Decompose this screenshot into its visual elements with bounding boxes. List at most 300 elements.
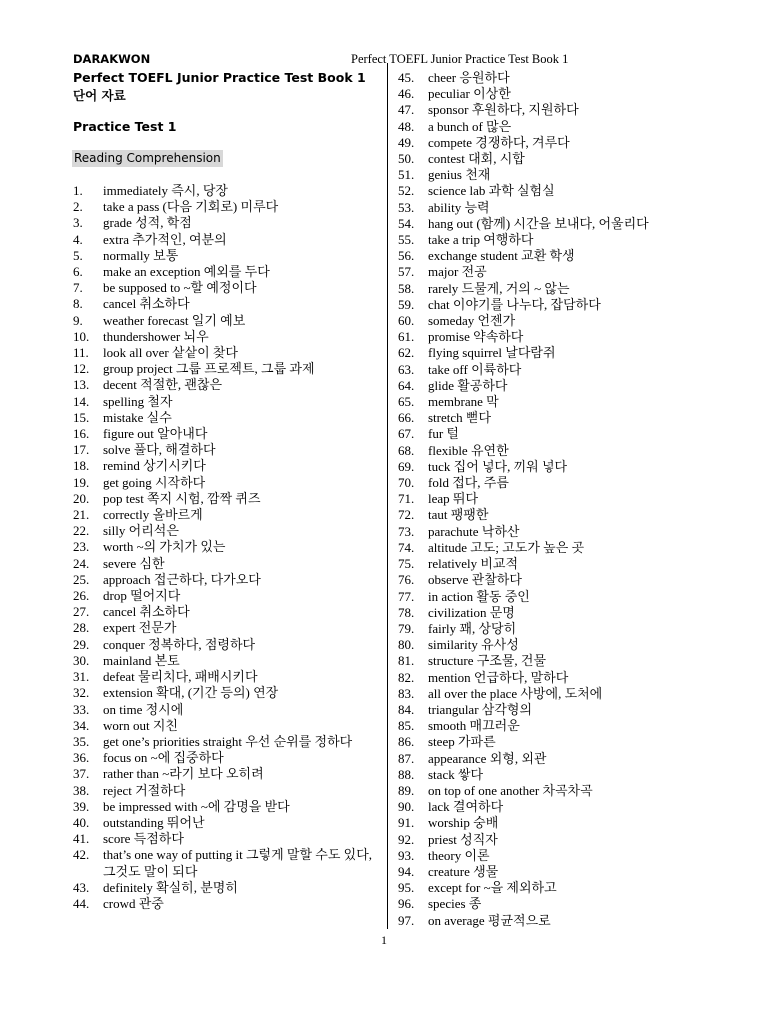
entry-text: major 전공 (428, 264, 487, 280)
vocab-entry (398, 151, 728, 167)
entry-number: 91. (398, 815, 415, 831)
entry-number: 44. (73, 895, 90, 911)
vocab-entry (73, 296, 373, 312)
entry-text: correctly 올바르게 (103, 507, 203, 523)
entry-text: glide 활공하다 (428, 377, 508, 393)
entry-number: 13. (73, 377, 90, 393)
vocab-entry (73, 766, 373, 782)
entry-text: flexible 유연한 (428, 442, 509, 458)
entry-number: 88. (398, 766, 415, 782)
entry-text: get one’s priorities straight 우선 순위를 정하다 (103, 733, 353, 749)
entry-text: cancel 취소하다 (103, 296, 190, 312)
entry-number: 31. (73, 669, 90, 685)
vocab-entry (398, 475, 728, 491)
entry-number: 67. (398, 426, 415, 442)
entry-number: 51. (398, 167, 415, 183)
entry-number: 89. (398, 782, 415, 798)
entry-number: 85. (398, 718, 415, 734)
vocab-entry (73, 896, 373, 912)
vocab-entry (398, 216, 728, 232)
entry-number: 32. (73, 685, 90, 701)
vocab-entry (73, 653, 373, 669)
entry-text: triangular 삼각형의 (428, 701, 533, 717)
entry-text: extension 확대, (기간 등의) 연장 (103, 685, 279, 701)
entry-text: group project 그룹 프로젝트, 그룹 과제 (103, 361, 315, 377)
vocab-entry (398, 556, 728, 572)
entry-text: remind 상기시키다 (103, 458, 206, 474)
entry-number: 48. (398, 118, 415, 134)
entry-number: 46. (398, 86, 415, 102)
entry-number: 21. (73, 507, 90, 523)
entry-text: stretch 뻗다 (428, 410, 492, 426)
entry-text: that’s one way of putting it 그렇게 말할 수도 있다, 그것도 말이 되다 (103, 847, 373, 879)
vocab-entry (73, 458, 373, 474)
entry-text: conquer 정복하다, 점령하다 (103, 636, 256, 652)
entry-number: 42. (73, 847, 90, 863)
vocab-entry (73, 523, 373, 539)
entry-text: creature 생물 (428, 863, 499, 879)
entry-number: 39. (73, 798, 90, 814)
entry-number: 19. (73, 474, 90, 490)
entry-number: 58. (398, 280, 415, 296)
entry-number: 61. (398, 329, 415, 345)
entry-number: 95. (398, 880, 415, 896)
entry-number: 8. (73, 296, 83, 312)
entry-number: 62. (398, 345, 415, 361)
vocab-entry (73, 620, 373, 636)
vocab-entry (73, 264, 373, 280)
entry-number: 9. (73, 312, 83, 328)
vocab-entry (398, 848, 728, 864)
vocab-entry (73, 475, 373, 491)
entry-text: focus on ~에 집중하다 (103, 750, 224, 766)
entry-text: fairly 꽤, 상당히 (428, 620, 517, 636)
entry-number: 81. (398, 653, 415, 669)
vocab-entry (398, 751, 728, 767)
document-title: Perfect TOEFL Junior Practice Test Book 1 (73, 70, 366, 85)
entry-text: make an exception 예외를 두다 (103, 264, 270, 280)
entry-number: 57. (398, 264, 415, 280)
entry-number: 33. (73, 701, 90, 717)
entry-text: science lab 과학 실험실 (428, 183, 555, 199)
vocab-entry (73, 556, 373, 572)
entry-number: 2. (73, 199, 83, 215)
entry-number: 24. (73, 555, 90, 571)
entry-text: normally 보통 (103, 247, 179, 263)
entry-text: promise 약속하다 (428, 329, 524, 345)
entry-text: score 득점하다 (103, 831, 184, 847)
entry-number: 4. (73, 231, 83, 247)
vocab-entry (398, 507, 728, 523)
entry-text: reject 거절하다 (103, 782, 186, 798)
vocab-entry (398, 686, 728, 702)
vocab-entry (73, 685, 373, 701)
vocab-entry (398, 605, 728, 621)
entry-text: on time 정시에 (103, 701, 184, 717)
vocab-entry (398, 459, 728, 475)
entry-text: worn out 지친 (103, 717, 178, 733)
entry-number: 29. (73, 636, 90, 652)
vocab-entry (73, 426, 373, 442)
entry-text: flying squirrel 날다람쥐 (428, 345, 556, 361)
entry-number: 41. (73, 831, 90, 847)
entry-number: 30. (73, 652, 90, 668)
entry-number: 59. (398, 296, 415, 312)
vocab-entry (73, 831, 373, 847)
vocab-entry (73, 572, 373, 588)
vocab-entry (398, 102, 728, 118)
entry-number: 14. (73, 393, 90, 409)
entry-text: get going 시작하다 (103, 474, 206, 490)
entry-number: 53. (398, 199, 415, 215)
entry-number: 7. (73, 280, 83, 296)
vocab-entry (73, 734, 373, 750)
entry-text: worship 숭배 (428, 815, 499, 831)
vocab-entry (73, 280, 373, 296)
vocab-entry (73, 880, 373, 896)
entry-number: 49. (398, 134, 415, 150)
entry-text: observe 관찰하다 (428, 572, 522, 588)
entry-text: take off 이륙하다 (428, 361, 522, 377)
vocab-entry (398, 637, 728, 653)
entry-text: severe 심한 (103, 555, 165, 571)
vocab-entry (73, 183, 373, 199)
vocab-entry (398, 200, 728, 216)
entry-number: 12. (73, 361, 90, 377)
vocab-list-right (398, 70, 728, 929)
vocab-entry (398, 702, 728, 718)
entry-text: take a pass (다음 기회로) 미루다 (103, 199, 279, 215)
entry-text: decent 적절한, 괜찮은 (103, 377, 223, 393)
entry-number: 71. (398, 491, 415, 507)
vocab-entry (398, 864, 728, 880)
vocab-entry (398, 86, 728, 102)
vocab-entry (73, 799, 373, 815)
entry-text: theory 이론 (428, 847, 490, 863)
entry-text: parachute 낙하산 (428, 523, 520, 539)
section-heading: Practice Test 1 (73, 119, 177, 134)
vocab-entry (398, 329, 728, 345)
entry-number: 69. (398, 458, 415, 474)
entry-text: similarity 유사성 (428, 637, 519, 653)
vocab-entry (73, 815, 373, 831)
entry-number: 15. (73, 409, 90, 425)
vocab-entry (398, 621, 728, 637)
entry-text: be supposed to ~할 예정이다 (103, 280, 257, 296)
vocab-entry (398, 653, 728, 669)
vocab-entry (73, 442, 373, 458)
entry-number: 96. (398, 896, 415, 912)
vocab-entry (398, 426, 728, 442)
entry-number: 40. (73, 814, 90, 830)
vocab-entry (73, 215, 373, 231)
vocab-list-left (73, 183, 373, 912)
entry-text: figure out 알아내다 (103, 426, 208, 442)
entry-number: 80. (398, 637, 415, 653)
entry-number: 3. (73, 215, 83, 231)
entry-text: hang out (함께) 시간을 보내다, 어울리다 (428, 215, 649, 231)
entry-text: stack 쌓다 (428, 766, 484, 782)
entry-text: someday 언젠가 (428, 313, 516, 329)
vocab-entry (398, 167, 728, 183)
entry-text: steep 가파른 (428, 734, 496, 750)
publisher-name: DARAKWON (73, 52, 151, 66)
vocab-entry (398, 767, 728, 783)
subsection-heading: Reading Comprehension (74, 151, 221, 165)
entry-number: 25. (73, 571, 90, 587)
vocab-entry (73, 702, 373, 718)
vocab-entry (398, 718, 728, 734)
vocab-entry (398, 443, 728, 459)
entry-text: genius 천재 (428, 167, 491, 183)
entry-text: except for ~을 제외하고 (428, 880, 557, 896)
page-number: 1 (381, 933, 387, 947)
entry-number: 22. (73, 523, 90, 539)
entry-text: grade 성적, 학점 (103, 215, 192, 231)
entry-text: crowd 관중 (103, 895, 164, 911)
vocab-entry (398, 378, 728, 394)
entry-number: 70. (398, 475, 415, 491)
vocab-entry (73, 248, 373, 264)
entry-number: 68. (398, 442, 415, 458)
entry-number: 94. (398, 863, 415, 879)
entry-text: relatively 비교적 (428, 556, 519, 572)
entry-number: 84. (398, 701, 415, 717)
entry-text: extra 추가적인, 여분의 (103, 231, 227, 247)
vocab-entry (73, 604, 373, 620)
entry-text: tuck 집어 넣다, 끼워 넣다 (428, 458, 568, 474)
entry-text: on average 평균적으로 (428, 912, 551, 928)
entry-number: 93. (398, 847, 415, 863)
entry-number: 60. (398, 313, 415, 329)
entry-text: leap 뛰다 (428, 491, 479, 507)
entry-number: 55. (398, 232, 415, 248)
vocab-entry (398, 345, 728, 361)
entry-text: smooth 매끄러운 (428, 718, 520, 734)
vocab-entry (73, 313, 373, 329)
entry-number: 34. (73, 717, 90, 733)
vocab-entry (73, 669, 373, 685)
vocab-entry (398, 524, 728, 540)
entry-number: 18. (73, 458, 90, 474)
vocab-entry (398, 119, 728, 135)
vocab-entry (398, 589, 728, 605)
vocab-entry (398, 410, 728, 426)
entry-text: a bunch of 많은 (428, 118, 512, 134)
entry-number: 52. (398, 183, 415, 199)
vocab-entry (73, 199, 373, 215)
entry-text: be impressed with ~에 감명을 받다 (103, 798, 290, 814)
column-divider (387, 63, 388, 929)
vocab-entry (73, 637, 373, 653)
entry-number: 79. (398, 620, 415, 636)
entry-number: 76. (398, 572, 415, 588)
entry-text: species 종 (428, 896, 482, 912)
entry-text: all over the place 사방에, 도처에 (428, 685, 603, 701)
vocab-entry (73, 750, 373, 766)
entry-number: 11. (73, 345, 89, 361)
running-header: Perfect TOEFL Junior Practice Test Book 1 (351, 52, 569, 66)
entry-number: 38. (73, 782, 90, 798)
vocab-entry (73, 539, 373, 555)
entry-number: 86. (398, 734, 415, 750)
entry-text: defeat 물리치다, 패배시키다 (103, 669, 258, 685)
vocab-entry (398, 362, 728, 378)
vocab-entry (398, 297, 728, 313)
vocab-entry (398, 313, 728, 329)
entry-text: drop 떨어지다 (103, 588, 181, 604)
entry-text: rarely 드물게, 거의 ~ 않는 (428, 280, 570, 296)
entry-number: 90. (398, 799, 415, 815)
vocab-entry (73, 377, 373, 393)
entry-number: 56. (398, 248, 415, 264)
entry-text: contest 대회, 시합 (428, 151, 525, 167)
entry-text: mainland 본토 (103, 652, 180, 668)
vocab-entry (73, 588, 373, 604)
entry-text: pop test 쪽지 시험, 깜짝 퀴즈 (103, 490, 261, 506)
entry-number: 1. (73, 183, 83, 198)
vocab-entry (398, 734, 728, 750)
entry-text: on top of one another 차곡차곡 (428, 782, 593, 798)
entry-number: 17. (73, 442, 90, 458)
entry-text: compete 경쟁하다, 겨루다 (428, 134, 570, 150)
entry-number: 72. (398, 507, 415, 523)
entry-text: worth ~의 가치가 있는 (103, 539, 226, 555)
entry-text: membrane 막 (428, 394, 499, 410)
vocab-entry (73, 361, 373, 377)
entry-number: 26. (73, 588, 90, 604)
entry-number: 92. (398, 831, 415, 847)
entry-text: mistake 실수 (103, 409, 172, 425)
vocab-entry (398, 491, 728, 507)
entry-number: 10. (73, 328, 90, 344)
entry-text: fur 털 (428, 426, 459, 442)
entry-text: weather forecast 일기 예보 (103, 312, 246, 328)
entry-number: 36. (73, 750, 90, 766)
entry-number: 64. (398, 377, 415, 393)
entry-number: 43. (73, 879, 90, 895)
entry-number: 66. (398, 410, 415, 426)
entry-number: 74. (398, 539, 415, 555)
entry-text: in action 활동 중인 (428, 588, 530, 604)
entry-number: 77. (398, 588, 415, 604)
entry-text: ability 능력 (428, 199, 490, 215)
vocab-entry (398, 281, 728, 297)
entry-number: 97. (398, 912, 415, 928)
entry-text: taut 팽팽한 (428, 507, 489, 523)
entry-number: 28. (73, 620, 90, 636)
vocab-entry (398, 540, 728, 556)
entry-text: approach 접근하다, 다가오다 (103, 571, 261, 587)
vocab-entry (398, 70, 728, 86)
vocab-entry (398, 799, 728, 815)
vocab-entry (398, 572, 728, 588)
entry-text: fold 접다, 주름 (428, 475, 509, 491)
entry-number: 16. (73, 426, 90, 442)
vocab-entry (398, 264, 728, 280)
entry-number: 54. (398, 215, 415, 231)
vocab-entry (398, 394, 728, 410)
entry-text: priest 성직자 (428, 831, 498, 847)
entry-text: silly 어리석은 (103, 523, 179, 539)
vocab-entry (73, 329, 373, 345)
vocab-entry (73, 491, 373, 507)
entry-number: 82. (398, 669, 415, 685)
entry-text: definitely 확실히, 분명히 (103, 879, 238, 895)
entry-text: immediately 즉시, 당장 (103, 183, 228, 198)
entry-text: take a trip 여행하다 (428, 232, 534, 248)
entry-number: 20. (73, 490, 90, 506)
entry-number: 83. (398, 685, 415, 701)
entry-number: 65. (398, 394, 415, 410)
entry-number: 45. (398, 70, 415, 85)
entry-text: cancel 취소하다 (103, 604, 190, 620)
entry-number: 5. (73, 247, 83, 263)
document-subtitle: 단어 자료 (73, 88, 126, 103)
vocab-entry (398, 670, 728, 686)
vocab-entry (398, 248, 728, 264)
entry-number: 6. (73, 264, 83, 280)
entry-text: mention 언급하다, 말하다 (428, 669, 569, 685)
entry-text: expert 전문가 (103, 620, 177, 636)
vocab-entry (73, 783, 373, 799)
entry-text: exchange student 교환 학생 (428, 248, 575, 264)
vocab-entry (73, 394, 373, 410)
entry-text: chat 이야기를 나누다, 잡담하다 (428, 296, 601, 312)
vocab-entry (73, 507, 373, 523)
vocab-entry (398, 232, 728, 248)
entry-text: structure 구조물, 건물 (428, 653, 547, 669)
entry-number: 50. (398, 151, 415, 167)
entry-number: 73. (398, 523, 415, 539)
entry-number: 27. (73, 604, 90, 620)
entry-number: 87. (398, 750, 415, 766)
entry-text: cheer 응원하다 (428, 70, 510, 85)
vocab-entry (73, 847, 373, 879)
entry-text: solve 풀다, 해결하다 (103, 442, 216, 458)
vocab-entry (398, 913, 728, 929)
entry-number: 37. (73, 766, 90, 782)
vocab-entry (398, 183, 728, 199)
vocab-entry (73, 345, 373, 361)
vocab-entry (398, 880, 728, 896)
vocab-entry (398, 815, 728, 831)
entry-text: spelling 철자 (103, 393, 173, 409)
vocab-entry (73, 718, 373, 734)
vocab-entry (398, 135, 728, 151)
entry-number: 35. (73, 733, 90, 749)
entry-number: 63. (398, 361, 415, 377)
entry-text: look all over 샅샅이 찾다 (103, 345, 238, 361)
vocab-entry (398, 832, 728, 848)
vocab-entry (73, 410, 373, 426)
vocab-entry (73, 232, 373, 248)
entry-text: outstanding 뛰어난 (103, 814, 205, 830)
entry-text: thundershower 뇌우 (103, 328, 209, 344)
entry-number: 78. (398, 604, 415, 620)
entry-number: 23. (73, 539, 90, 555)
entry-number: 75. (398, 556, 415, 572)
vocab-entry (398, 896, 728, 912)
entry-text: peculiar 이상한 (428, 86, 511, 102)
entry-text: lack 결여하다 (428, 799, 504, 815)
entry-text: rather than ~라기 보다 오히려 (103, 766, 264, 782)
entry-number: 47. (398, 102, 415, 118)
entry-text: altitude 고도; 고도가 높은 곳 (428, 539, 585, 555)
entry-text: sponsor 후원하다, 지원하다 (428, 102, 579, 118)
entry-text: appearance 외형, 외관 (428, 750, 547, 766)
vocab-entry (398, 783, 728, 799)
